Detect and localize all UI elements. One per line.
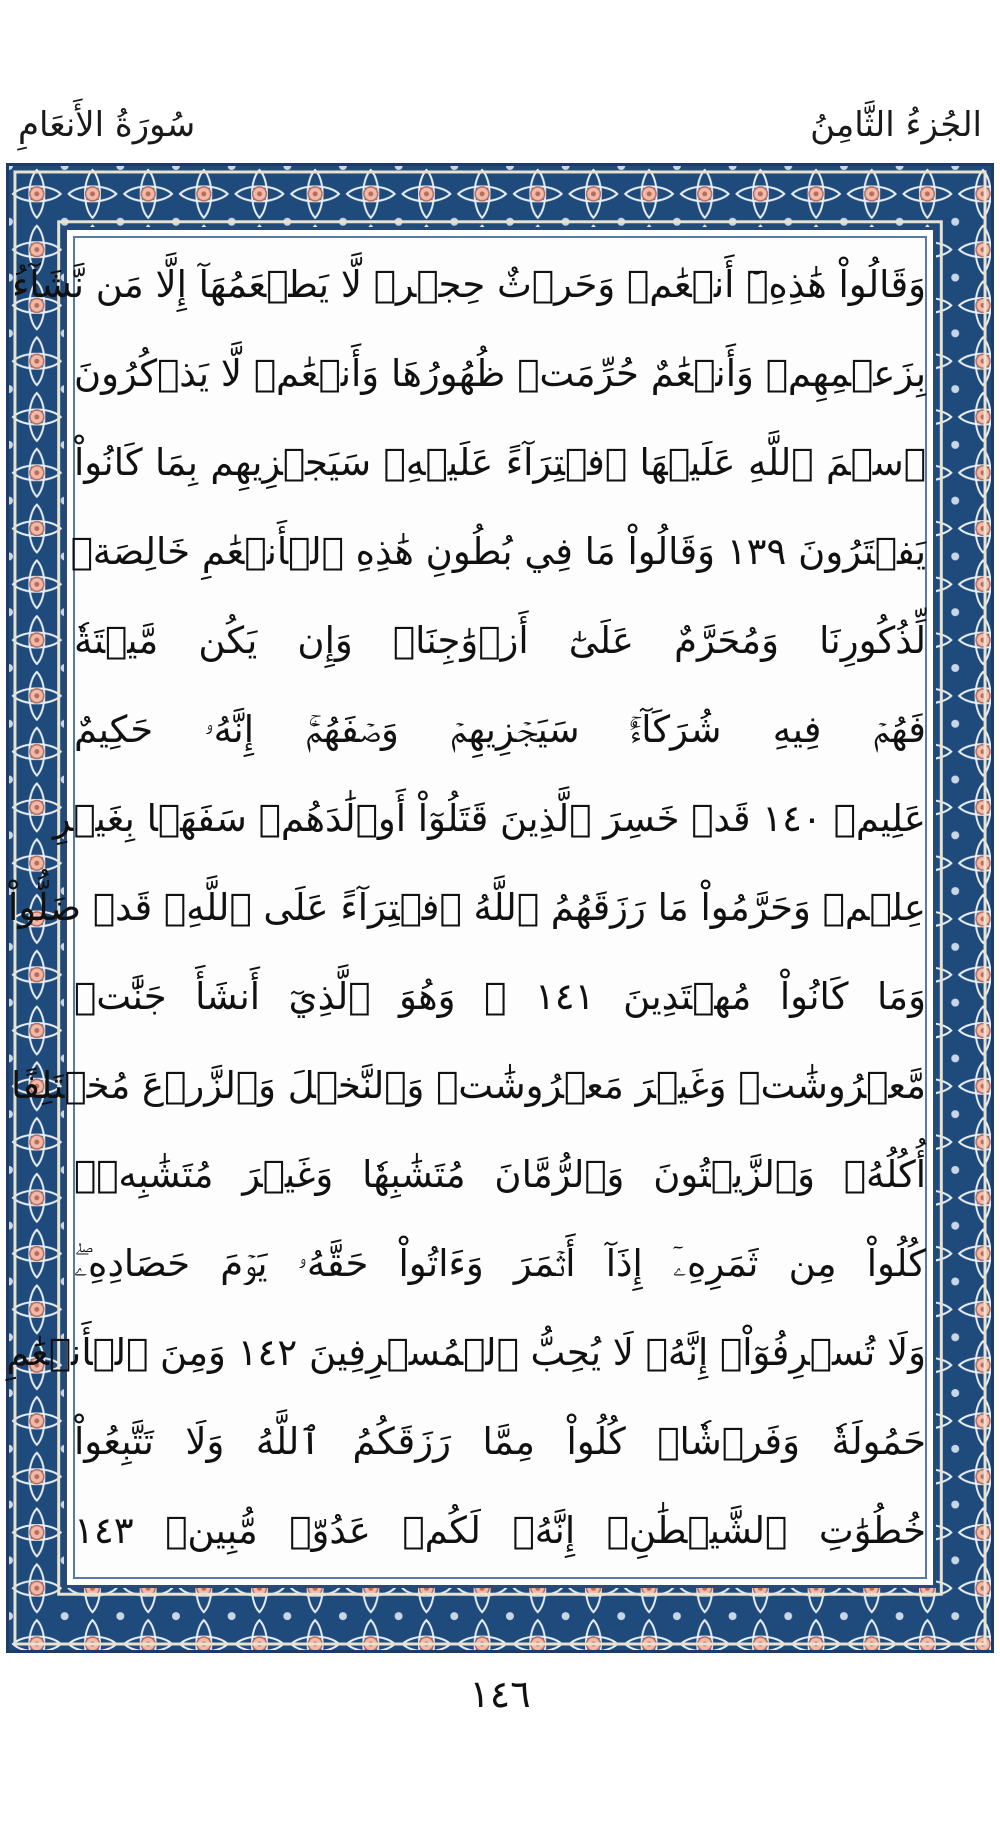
text-line-13: وَلَا تُسۡرِفُوٓاْۚ إِنَّهُۥ لَا يُحِبُّ ٱلۡمُسۡرِفِينَ ١٤٢ وَمِنَ ٱلۡأَنۡعَٰمِ: [6, 1331, 926, 1374]
juz-name-header: الجُزءُ الثَّامِنُ: [810, 105, 982, 145]
surah-name-header: سُورَةُ الأَنعَامِ: [18, 105, 196, 145]
text-line-5: لِّذُكُورِنَا وَمُحَرَّمٌ عَلَىٰٓ أَزۡوَٰجِنَاۖ وَإِن يَكُن مَّيۡتَةٗ: [74, 619, 926, 662]
text-line-10: مَّعۡرُوشَٰتٖ وَغَيۡرَ مَعۡرُوشَٰتٖ وَٱلنَّخۡلَ وَٱلزَّرۡعَ مُخۡتَلِفًا: [10, 1064, 926, 1107]
page-number: ١٤٦: [469, 1672, 531, 1716]
text-line-11: أُكُلُهُۥ وَٱلزَّيۡتُونَ وَٱلرُّمَّانَ مُتَشَٰبِهٗا وَغَيۡرَ مُتَشَٰبِهٖۚ: [74, 1153, 926, 1196]
text-line-8: عِلۡمٖ وَحَرَّمُواْ مَا رَزَقَهُمُ ٱللَّهُ ٱفۡتِرَآءً عَلَى ٱللَّهِۚ قَدۡ ضَلُّواْ: [8, 886, 926, 929]
text-line-1: وَقَالُواْ هَٰذِهِۦٓ أَنۡعَٰمٞ وَحَرۡثٌ حِجۡرٞ لَّا يَطۡعَمُهَآ إِلَّا مَن نَّشَآءُ: [12, 263, 926, 306]
text-line-3: ٱسۡمَ ٱللَّهِ عَلَيۡهَا ٱفۡتِرَآءً عَلَيۡهِۚ سَيَجۡزِيهِم بِمَا كَانُواْ: [74, 441, 926, 484]
text-line-6: فَهُمۡ فِيهِ شُرَكَآءُۚ سَيَجۡزِيهِمۡ وَصۡفَهُمۡۚ إِنَّهُۥ حَكِيمٌ: [74, 708, 926, 751]
text-line-14: حَمُولَةٗ وَفَرۡشٗاۚ كُلُواْ مِمَّا رَزَقَكُمُ ٱللَّهُ وَلَا تَتَّبِعُواْ: [74, 1420, 926, 1463]
quran-text-lines: [6, 240, 926, 1575]
text-line-7: عَلِيمٞ ١٤٠ قَدۡ خَسِرَ ٱلَّذِينَ قَتَلُوٓاْ أَوۡلَٰدَهُمۡ سَفَهَۢا بِغَيۡرِ: [52, 797, 926, 840]
text-line-2: بِزَعۡمِهِمۡ وَأَنۡعَٰمٌ حُرِّمَتۡ ظُهُورُهَا وَأَنۡعَٰمٞ لَّا يَذۡكُرُونَ: [74, 352, 926, 395]
text-line-12: كُلُواْ مِن ثَمَرِهِۦٓ إِذَآ أَثۡمَرَ وَءَاتُواْ حَقَّهُۥ يَوۡمَ حَصَادِهِۦۖ: [74, 1242, 926, 1285]
text-line-9: وَمَا كَانُواْ مُهۡتَدِينَ ١٤١ ۞ وَهُوَ ٱلَّذِيٓ أَنشَأَ جَنَّٰتٖ: [74, 975, 926, 1018]
text-line-15: خُطُوَٰتِ ٱلشَّيۡطَٰنِۚ إِنَّهُۥ لَكُمۡ عَدُوّٞ مُّبِينٞ ١٤٣: [74, 1509, 926, 1552]
text-line-4: يَفۡتَرُونَ ١٣٩ وَقَالُواْ مَا فِي بُطُونِ هَٰذِهِ ٱلۡأَنۡعَٰمِ خَالِصَةٞ: [70, 530, 926, 573]
